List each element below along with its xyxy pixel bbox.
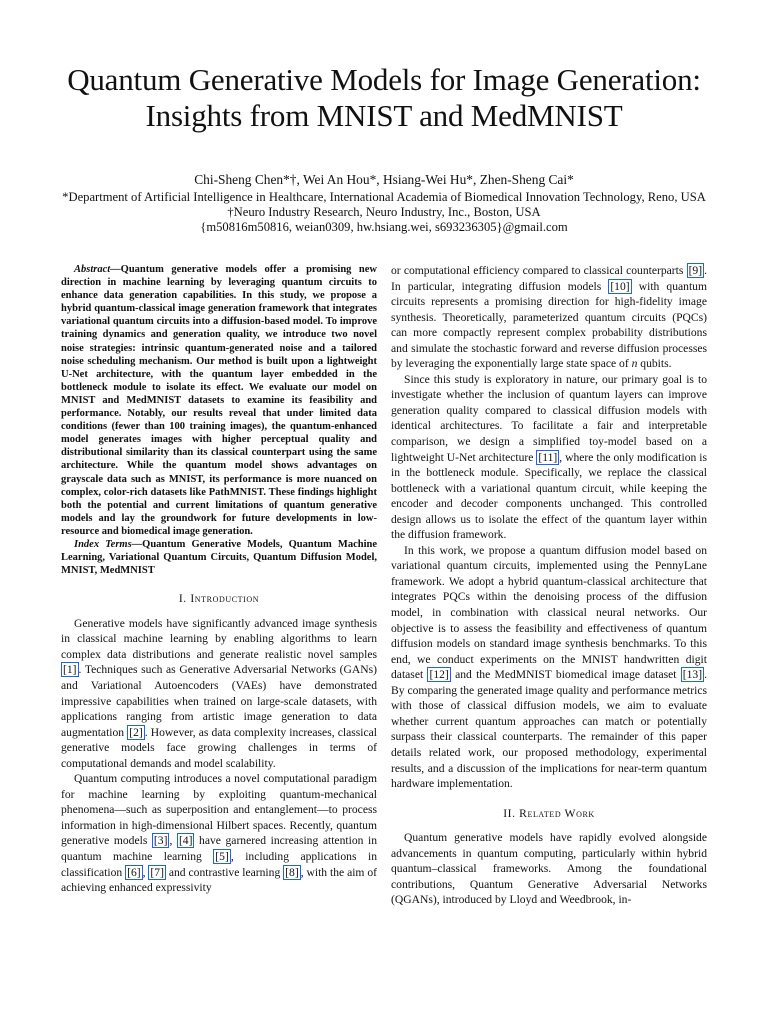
citation-link[interactable]: [8] (285, 865, 299, 879)
index-terms-text: —Quantum Generative Models, Quantum Machine Learning, Variational Quantum Circuits, Quantum Diffusion Model, MNIST, MedMNIST (61, 538, 377, 577)
affiliation-secondary: †Neuro Industry Research, Neuro Industry, Inc., Boston, USA (227, 205, 541, 219)
author-emails: {m50816m50816, weian0309, hw.hsiang.wei, s693236305}@gmail.com (200, 220, 568, 234)
section-number: II. (503, 806, 516, 820)
paragraph-text: , (169, 834, 177, 848)
paragraph-text: and the MedMNIST biomedical image dataset (450, 668, 681, 682)
index-terms (61, 538, 377, 577)
abstract-text: —Quantum generative models offer a promising new direction in machine learning by leveraging quantum circuits to enhance data generation capabilities. In this study, we propose a hybrid quantum-classical image generation framework that integrates variational quantum circuits into a diffusion-based model. To improve training dynamics and generation quality, we introduce two novel noise strategies: intrinsic quantum-generated noise and a tailored noise scheduling mechanism. Our method is built upon a lightweight U-Net architecture, with the quantum layer embedded in the bottleneck module to isolate its effect. We evaluate our model on MNIST and MedMNIST datasets to examine its feasibility and performance. Notably, our results reveal that under limited data conditions (fewer than 100 training images), the quantum-enhanced model generates images with higher perceptual quality and distributional similarity than its classical counterpart using the same architecture. While the quantum model shows advantages on grayscale data such as MNIST, its performance is more nuanced on complex, color-rich datasets like PathMNIST. These findings highlight both the potential and current limitations of quantum generative models and lay the groundwork for future developments in low-resource and biomedical image generation. (61, 264, 377, 537)
citation-link[interactable]: [6] (127, 865, 141, 879)
paragraph-text: , including applications in classification (61, 850, 377, 879)
citation-link[interactable]: [7] (150, 865, 164, 879)
paragraph-text: In this work, we propose a quantum diffusion model based on variational quantum circuits, implemented using the PennyLane framework. We adopt a hybrid quantum-classical architecture that integrates PQCs within the denoising process of the diffusion model, in combination with classical neural networks. Our objective is to assess the feasibility and effectiveness of quantum diffusion models on standard image synthesis benchmarks. To this end, we conduct experiments on the MNIST handwritten digit dataset (391, 543, 707, 682)
paragraph-text: Generative models have significantly advanced image synthesis in classical machine learning by enabling algorithms to learn complex data distributions and generate realistic novel samples (61, 616, 377, 661)
related-paragraph-1: Quantum generative models have rapidly evolved alongside advancements in quantum computing, particularly within hybrid quantum–classical frameworks. Among the foundational contributions, Quantum Generative Adversarial Networks (QGANs), introduced by Lloyd and Weedbrook, in- (391, 831, 707, 907)
paragraph-text: Since this study is exploratory in nature, our primary goal is to investigate whether the inclusion of quantum layers can improve generation quality compared to classical diffusion models with identical architectures. To facilitate a fair and interpretable comparison, we design a simplified toy-model based on a lightweight U-Net architecture (391, 372, 707, 464)
paragraph-text: qubits. (637, 357, 672, 371)
title-line-2: Insights from MNIST and MedMNIST (145, 98, 623, 133)
paper-title (40, 62, 728, 134)
abstract-lead: Abstract (74, 264, 111, 275)
citation-link[interactable]: [9] (688, 264, 703, 277)
paragraph-text: or computational efficiency compared to classical counterparts (391, 264, 687, 277)
paragraph-text: Quantum computing introduces a novel computational paradigm for machine learning by exploiting quantum-mechanical phenomena—such as superposition and entanglement—to process information in high-dimensional Hilbert spaces. Recently, quantum generative models (61, 772, 377, 848)
paragraph-text: . In particular, integrating diffusion models (391, 264, 707, 293)
section-number: I. (178, 592, 187, 606)
affiliation-primary: *Department of Artificial Intelligence in Healthcare, International Academia of Biomedical Innovation Technology, Reno, USA (62, 190, 706, 204)
paragraph-text: have garnered increasing attention in quantum machine learning (61, 834, 378, 863)
section-title: Related Work (519, 806, 595, 820)
section-heading-introduction (61, 591, 377, 607)
citation-link[interactable]: [10] (610, 279, 630, 293)
intro-paragraph-3 (391, 263, 707, 372)
paragraph-text: , (142, 865, 149, 879)
citation-link[interactable]: [12] (429, 668, 449, 682)
paragraph-text: . Techniques such as Generative Adversarial Networks (GANs) and Variational Autoencoders (VAEs) have demonstrated impressive capabilities when trained on large-scale datasets, with applications ranging from artistic image generation to data augmentation (61, 663, 377, 739)
section-heading-related-work (391, 806, 707, 822)
intro-paragraph-1 (61, 616, 377, 771)
paragraph-text: , where the only modification is in the bottleneck module. Specifically, we replace the classical bottleneck with a variational quantum circuit, while keeping the encoder and decoder components unchanged. This controlled design allows us to isolate the effect of the quantum layer within the diffusion framework. (391, 450, 707, 542)
author-list: Chi-Sheng Chen*†, Wei An Hou*, Hsiang-Wei Hu*, Zhen-Sheng Cai* (194, 172, 574, 187)
abstract (61, 263, 377, 538)
index-terms-lead: Index Terms (74, 538, 132, 550)
citation-link[interactable]: [4] (178, 834, 193, 848)
paragraph-text: . However, as data complexity increases, classical generative models face growing challenges in terms of computational demands and model scalability. (61, 725, 377, 770)
citation-link[interactable]: [13] (682, 668, 703, 682)
left-column (61, 263, 377, 896)
math-variable: n (631, 357, 638, 371)
right-column (391, 263, 707, 908)
paragraph-text: , with the aim of achieving enhanced expressivity (61, 865, 378, 895)
citation-link[interactable]: [2] (129, 725, 143, 739)
paragraph-text: and contrastive learning (165, 865, 284, 879)
paragraph-text: . By comparing the generated image quality and performance metrics with those of classical diffusion models, we aim to evaluate whether current quantum approaches can match or potentially surpass their classical counterparts. The remainder of this paper details related work, our proposed methodology, experimental results, and a discussion of the implications for near-term quantum hardware implementation. (391, 668, 707, 791)
citation-link[interactable]: [3] (153, 834, 168, 848)
citation-link[interactable]: [11] (538, 450, 558, 464)
intro-paragraph-2 (61, 771, 377, 895)
title-line-1: Quantum Generative Models for Image Generation: (67, 62, 701, 97)
citation-link[interactable]: [1] (63, 663, 77, 677)
intro-paragraph-5 (391, 543, 707, 792)
citation-link[interactable]: [5] (215, 850, 229, 863)
intro-paragraph-4 (391, 372, 707, 543)
paragraph-text: with quantum circuits represents a promising direction for high-fidelity image synthesis. Theoretically, parameterized quantum circuits (PQCs) can more compactly represent complex probability distributions and simulate the stochastic forward and reverse diffusion processes by leveraging the exponentially large state space of (391, 279, 707, 371)
section-title: Introduction (190, 592, 260, 606)
